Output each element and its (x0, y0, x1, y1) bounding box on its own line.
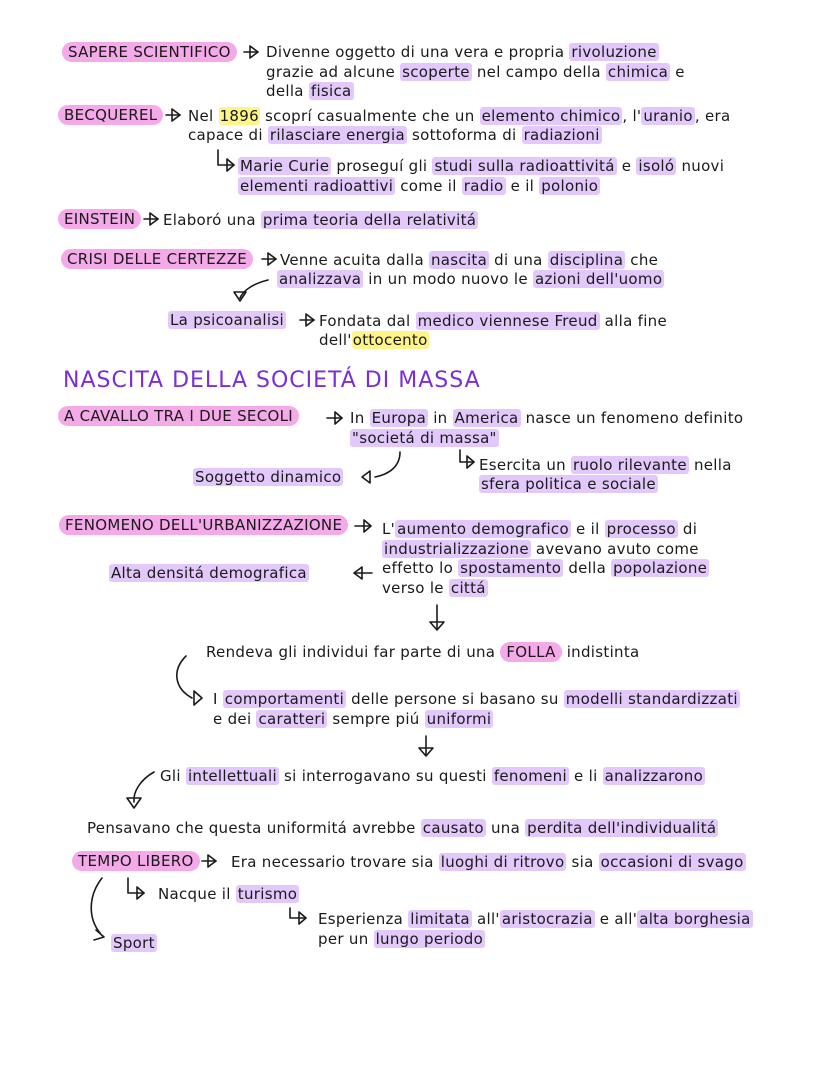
text-line: I comportamenti delle persone si basano su modelli standardizzati (213, 690, 738, 708)
text-line: Venne acuita dalla nascita di una disciplina che (280, 251, 659, 269)
text-line: Gli intellettuali si interrogavano su questi fenomeni e li analizzarono (160, 767, 704, 785)
arrow-right-icon (244, 46, 258, 58)
arrow-left-curve-icon (362, 452, 400, 483)
arrow-down-right-icon (128, 878, 144, 899)
arrow-right-icon (166, 109, 180, 121)
text-line: effetto lo spostamento della popolazione (382, 559, 708, 577)
arrow-curve-down-icon (91, 878, 104, 940)
text-line: Fondata dal medico viennese Freud alla fine (319, 312, 668, 330)
text-line: elementi radioattivi come il radio e il polonio (240, 177, 599, 195)
label-tempo-libero: TEMPO LIBERO (72, 851, 200, 871)
label-becquerel: BECQUEREL (58, 105, 163, 125)
arrow-down-right-icon (290, 908, 306, 924)
arrow-right-icon (300, 314, 314, 326)
text-line: Esercita un ruolo rilevante nella (479, 456, 732, 474)
arrow-right-icon (355, 520, 371, 532)
label-sport: Sport (113, 934, 155, 952)
label-soggetto-dinamico: Soggetto dinamico (195, 468, 342, 486)
text-line: capace di rilasciare energia sottoforma di radiazioni (188, 126, 600, 144)
text-line: Era necessario trovare sia luoghi di ritrovo sia occasioni di svago (231, 853, 744, 871)
section-heading: NASCITA DELLA SOCIETÁ DI MASSA (63, 368, 481, 393)
text-line: per un lungo periodo (318, 930, 484, 948)
arrow-left-icon (354, 567, 372, 579)
text-line: e dei caratteri sempre piú uniformi (213, 710, 492, 728)
label-psicoanalisi: La psicoanalisi (170, 311, 284, 329)
text-line: grazie ad alcune scoperte nel campo della chimica e (266, 63, 685, 81)
arrow-right-icon (144, 213, 158, 225)
text-line: In Europa in America nasce un fenomeno definito (350, 409, 744, 427)
text-line: verso le cittá (382, 579, 486, 597)
text-line: analizzava in un modo nuovo le azioni dell'uomo (279, 270, 663, 288)
label-sapere-scientifico: SAPERE SCIENTIFICO (62, 42, 237, 62)
label-a-cavallo: A CAVALLO TRA I DUE SECOLI (58, 406, 299, 426)
label-einstein: EINSTEIN (58, 209, 141, 229)
label-urbanizzazione: FENOMENO DELL'URBANIZZAZIONE (59, 515, 348, 535)
text-line: "societá di massa" (352, 429, 497, 447)
arrow-down-curve-icon (234, 280, 268, 301)
text-line: Pensavano che questa uniformitá avrebbe causato una perdita dell'individualitá (87, 819, 717, 837)
text-line: Esperienza limitata all' aristocrazia e all' alta borghesia (318, 910, 751, 928)
arrow-right-icon (202, 855, 216, 867)
arrow-down-right-icon (218, 150, 234, 171)
text-line: Divenne oggetto di una vera e propria rivoluzione (266, 43, 657, 61)
arrow-curve-down-right-icon (177, 656, 202, 705)
text-line: Nacque il turismo (158, 885, 298, 903)
text-line: Nel 1896 scoprí casualmente che un elemento chimico , l' uranio , era (188, 107, 731, 125)
text-line: Marie Curie proseguí gli studi sulla radioattivitá e isoló nuovi (240, 157, 725, 175)
arrow-right-icon (327, 412, 342, 424)
text-line: dell'ottocento (319, 331, 428, 349)
arrow-down-icon (419, 736, 433, 756)
arrow-down-curve-icon (127, 772, 154, 808)
label-alta-densita: Alta densitá demografica (111, 564, 307, 582)
text-line: Rendeva gli individui far parte di una FOLLA indistinta (206, 643, 640, 661)
arrow-right-icon (262, 253, 276, 265)
arrow-down-right-icon (460, 450, 474, 468)
label-crisi-delle-certezze: CRISI DELLE CERTEZZE (61, 249, 253, 269)
text-line: L' aumento demografico e il processo di (382, 520, 698, 538)
text-line: sfera politica e sociale (481, 475, 656, 493)
text-line: della fisica (266, 82, 352, 100)
text-line: Elaboró una prima teoria della relativitá (163, 211, 477, 229)
arrow-down-icon (430, 605, 444, 630)
text-line: industrializzazione avevano avuto come (384, 540, 699, 558)
